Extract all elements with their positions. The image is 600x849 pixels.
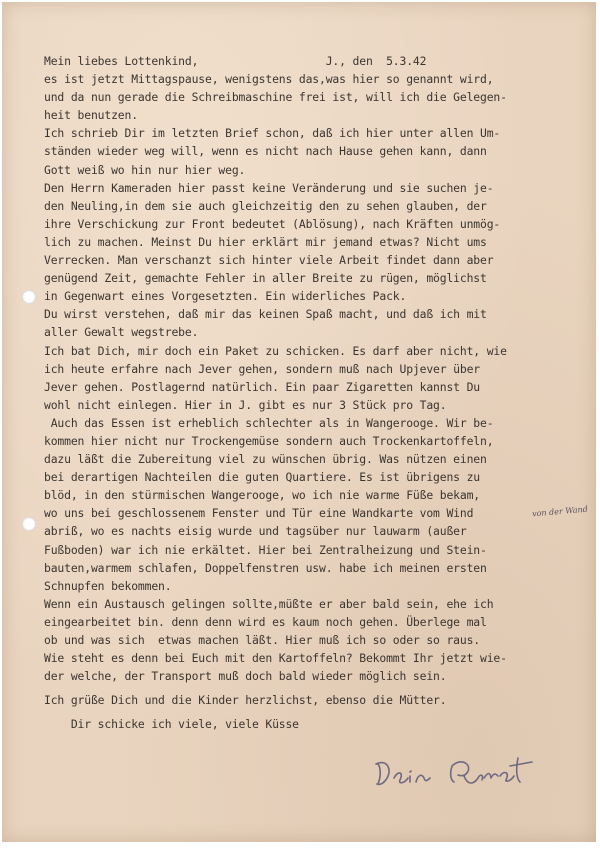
letter-line: Du wirst verstehen, daß mir das keinen Spaß macht, und daß ich mit (44, 307, 487, 322)
letter-line: der welche, der Transport muß doch bald wieder möglich sein. (44, 669, 447, 684)
handwritten-signature (370, 748, 550, 794)
closing-greeting: Ich grüße Dich und die Kinder herzlichst, ebenso die Mütter. (44, 693, 447, 708)
letter-line: in Gegenwart eines Vorgesetzten. Ein widerliches Pack. (44, 289, 407, 304)
handwritten-margin-note: von der Wand (531, 504, 589, 519)
letter-line: genügend Zeit, gemachte Fehler in aller Breite zu rügen, möglichst (44, 271, 487, 286)
letter-line: heit benutzen. (44, 108, 138, 123)
letter-line: Fußboden) war ich nie erkältet. Hier bei Zentralheizung und Stein- (44, 542, 487, 557)
letter-line: Schnupfen bekommen. (44, 578, 172, 593)
letter-line: Den Herrn Kameraden hier passt keine Veränderung und sie suchen je- (44, 180, 494, 195)
letter-line: ständen wieder weg will, wenn es nicht nach Hause gehen kann, dann (44, 144, 487, 159)
letter-line: den Neuling,in dem sie auch gleichzeitig den zu sehen glauben, der (44, 198, 487, 213)
letter-line: blöd, in den stürmischen Wangerooge, wo ich nie warme Füße bekam, (44, 488, 481, 503)
letter-line: es ist jetzt Mittagspause, wenigstens das,was hier so genannt wird, (44, 72, 494, 87)
closing-kisses: Dir schicke ich viele, viele Küsse (44, 717, 299, 732)
letter-line: Gott weiß wo hin nur hier weg. (44, 162, 246, 177)
letter-line: Auch das Essen ist erheblich schlechter als in Wangerooge. Wir be- (44, 415, 494, 430)
letter-line: Ich schrieb Dir im letzten Brief schon, daß ich hier unter allen Um- (44, 126, 501, 141)
letter-line: ich heute erfahre nach Jever gehen, sondern muß nach Upjever über (44, 361, 481, 376)
letter-line: abriß, wo es nachts eisig wurde und tagsüber nur lauwarm (außer (44, 524, 467, 539)
letter-line: und da nun gerade die Schreibmaschine frei ist, will ich die Gelegen- (44, 90, 507, 105)
letter-line: wohl nicht einlegen. Hier in J. gibt es nur 3 Stück pro Tag. (44, 397, 447, 412)
letter-line: Wenn ein Austausch gelingen sollte,müßte er aber bald sein, ehe ich (44, 596, 494, 611)
letter-line: dazu läßt die Zubereitung viel zu wünschen übrig. Was nützen einen (44, 452, 487, 467)
letter-line: wo uns bei geschlossenem Fenster und Tür eine Wandkarte vom Wind (44, 506, 474, 521)
letter-line: eingearbeitet bin. denn denn wird es kaum noch gehen. Überlege mal (44, 614, 487, 629)
letter-line: bauten,warmem schlafen, Doppelfenstren usw. habe ich meinen ersten (44, 560, 487, 575)
letter-line: Verrecken. Man verschanzt sich hinter viele Arbeit findet dann aber (44, 253, 494, 268)
letter-line: lich zu machen. Meinst Du hier erklärt mir jemand etwas? Nicht ums (44, 234, 487, 249)
punch-hole (22, 517, 36, 531)
letter-line: aller Gewalt wegstrebe. (44, 325, 199, 340)
letter-line: Ich bat Dich, mir doch ein Paket zu schicken. Es darf aber nicht, wie (44, 343, 507, 358)
letter-line: ihre Verschickung zur Front bedeutet (Ablösung), nach Kräften unmög- (44, 216, 501, 231)
letter-line: bei derartigen Nachteilen die guten Quartiere. Es ist übrigens zu (44, 470, 481, 485)
letter-line: Mein liebes Lottenkind, J., den 5.3.42 (44, 54, 427, 68)
letter-line: ob und was sich etwas machen läßt. Hier muß ich so oder so raus. (44, 633, 481, 647)
letter-line: Jever gehen. Postlagernd natürlich. Ein paar Zigaretten kannst Du (44, 379, 481, 394)
letter-body (44, 52, 584, 733)
punch-hole (22, 290, 36, 304)
letter-line: Wie steht es denn bei Euch mit den Kartoffeln? Bekommt Ihr jetzt wie- (44, 651, 507, 666)
letter-line: kommen hier nicht nur Trockengemüse sondern auch Trockenkartoffeln, (44, 433, 494, 448)
